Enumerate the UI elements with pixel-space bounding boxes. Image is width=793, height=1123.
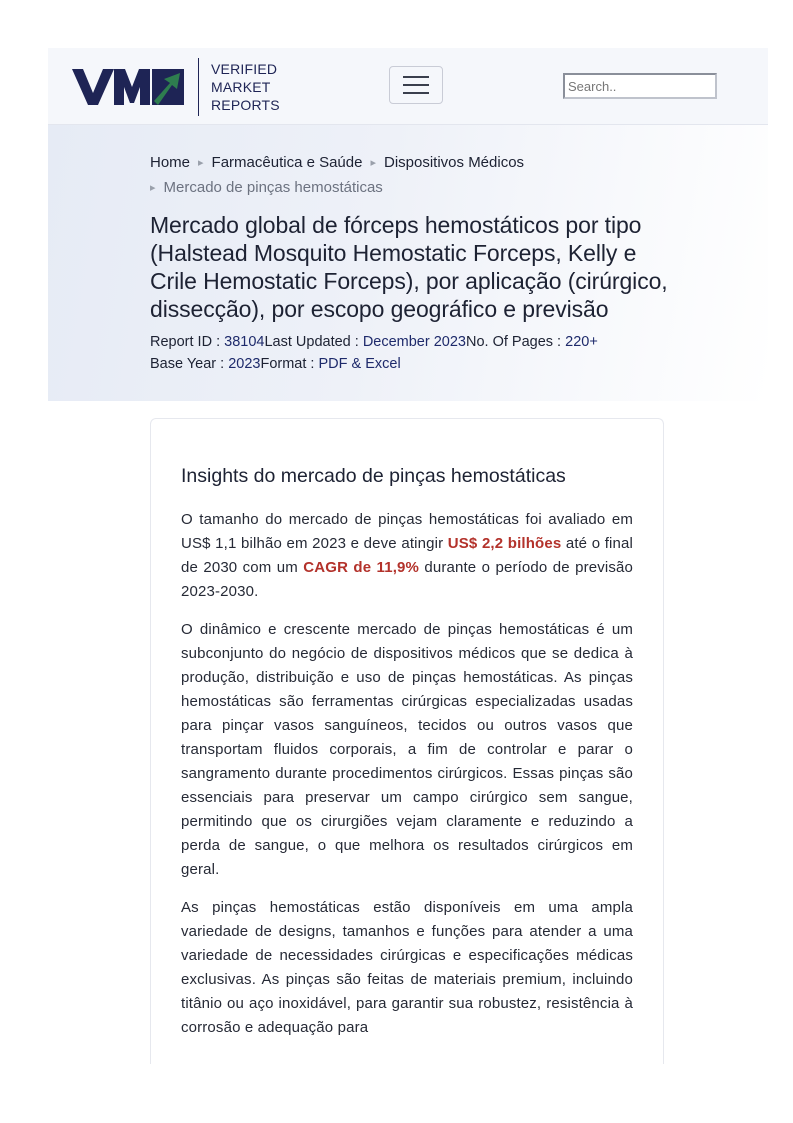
breadcrumb-pharma-health[interactable]: Farmacêutica e Saúde: [211, 154, 363, 171]
hamburger-icon-bar: [403, 84, 429, 86]
page: [48, 48, 768, 1036]
chevron-right-icon: ▸: [198, 157, 204, 169]
format-value: PDF & Excel: [318, 356, 401, 372]
chevron-right-icon: ▸: [370, 157, 376, 169]
report-hero: [48, 125, 768, 401]
pages-label: No. Of Pages :: [465, 334, 566, 350]
hamburger-icon-bar: [403, 92, 429, 94]
market-size-highlight: US$ 2,2 bilhões: [447, 535, 562, 552]
vmr-logo-icon: [72, 67, 184, 107]
page-title: Mercado global de fórceps hemostáticos por tipo (Halstead Mosquito Hemostatic Forceps, Kelly e Crile Hemostatic Forceps), por aplicação (cirúrgico, dissecção), por escopo geográfico e previsão: [150, 212, 668, 322]
insights-p1-text-b: até o final de 2030 com um: [181, 535, 634, 576]
insights-paragraph-3: As pinças hemostáticas estão disponíveis em uma ampla variedade de designs, tamanhos e funções para atender a uma variedade de necessidades cirúrgicas e especificações médicas exclusivas. As pinças são feitas de materiais premium, incluindo titânio ou aço inoxidável, para garantir sua robustez, resistência à corrosão e adequação para: [181, 899, 633, 1036]
insights-card: [150, 418, 664, 1064]
last-updated-value: December 2023: [362, 334, 466, 350]
breadcrumb-medical-devices[interactable]: Dispositivos Médicos: [384, 154, 525, 171]
report-meta-row-2: [150, 353, 670, 375]
logo-wordmark: [211, 60, 280, 114]
chevron-right-icon: ▸: [150, 182, 156, 194]
logo-line-2: MARKET: [211, 79, 271, 95]
breadcrumb-home[interactable]: Home: [150, 154, 191, 171]
logo-line-1: VERIFIED: [211, 61, 278, 77]
insights-paragraph-1: [181, 508, 633, 604]
breadcrumb-current: Mercado de pinças hemostáticas: [163, 179, 383, 196]
insights-p1-text-c: durante o período de previsão 2023-2030.: [181, 559, 633, 600]
cagr-highlight: CAGR de 11,9%: [303, 559, 420, 576]
logo[interactable]: [72, 58, 280, 116]
format-label: Format :: [260, 356, 319, 372]
hamburger-menu-button[interactable]: [389, 66, 443, 104]
logo-divider: [198, 58, 199, 116]
report-id-label: Report ID :: [150, 334, 225, 350]
search-input[interactable]: [563, 73, 717, 99]
breadcrumb: [150, 151, 670, 201]
hamburger-icon-bar: [403, 76, 429, 78]
insights-paragraph-2: O dinâmico e crescente mercado de pinças hemostáticas é um subconjunto do negócio de dispositivos médicos que se dedica à produção, distribuição e uso de pinças hemostáticas. As pinças hemostáticas são ferramentas cirúrgicas especializadas usadas para pinçar vasos sanguíneos, tecidos ou outros vasos que transportam fluidos corporais, a fim de controlar e parar o sangramento durante procedimentos cirúrgicos. Essas pinças são essenciais para preservar um campo cirúrgico sem sangue, permitindo que os cirurgiões vejam claramente e reduzindo a perda de sangue, o que melhora os resultados cirúrgicos em geral.: [181, 621, 633, 878]
pages-value: 220+: [565, 334, 598, 350]
report-meta: [150, 331, 670, 375]
base-year-value: 2023: [228, 356, 261, 372]
logo-line-3: REPORTS: [211, 97, 280, 113]
site-header: [48, 48, 768, 125]
report-id-value: 38104: [224, 334, 265, 350]
last-updated-label: Last Updated :: [264, 334, 363, 350]
report-meta-row-1: [150, 331, 670, 353]
insights-heading: Insights do mercado de pinças hemostáticas: [181, 465, 566, 487]
insights-p1-text-a: O tamanho do mercado de pinças hemostáticas foi avaliado em US$ 1,1 bilhão em 2023 e deve atingir: [181, 511, 633, 552]
base-year-label: Base Year :: [150, 356, 229, 372]
